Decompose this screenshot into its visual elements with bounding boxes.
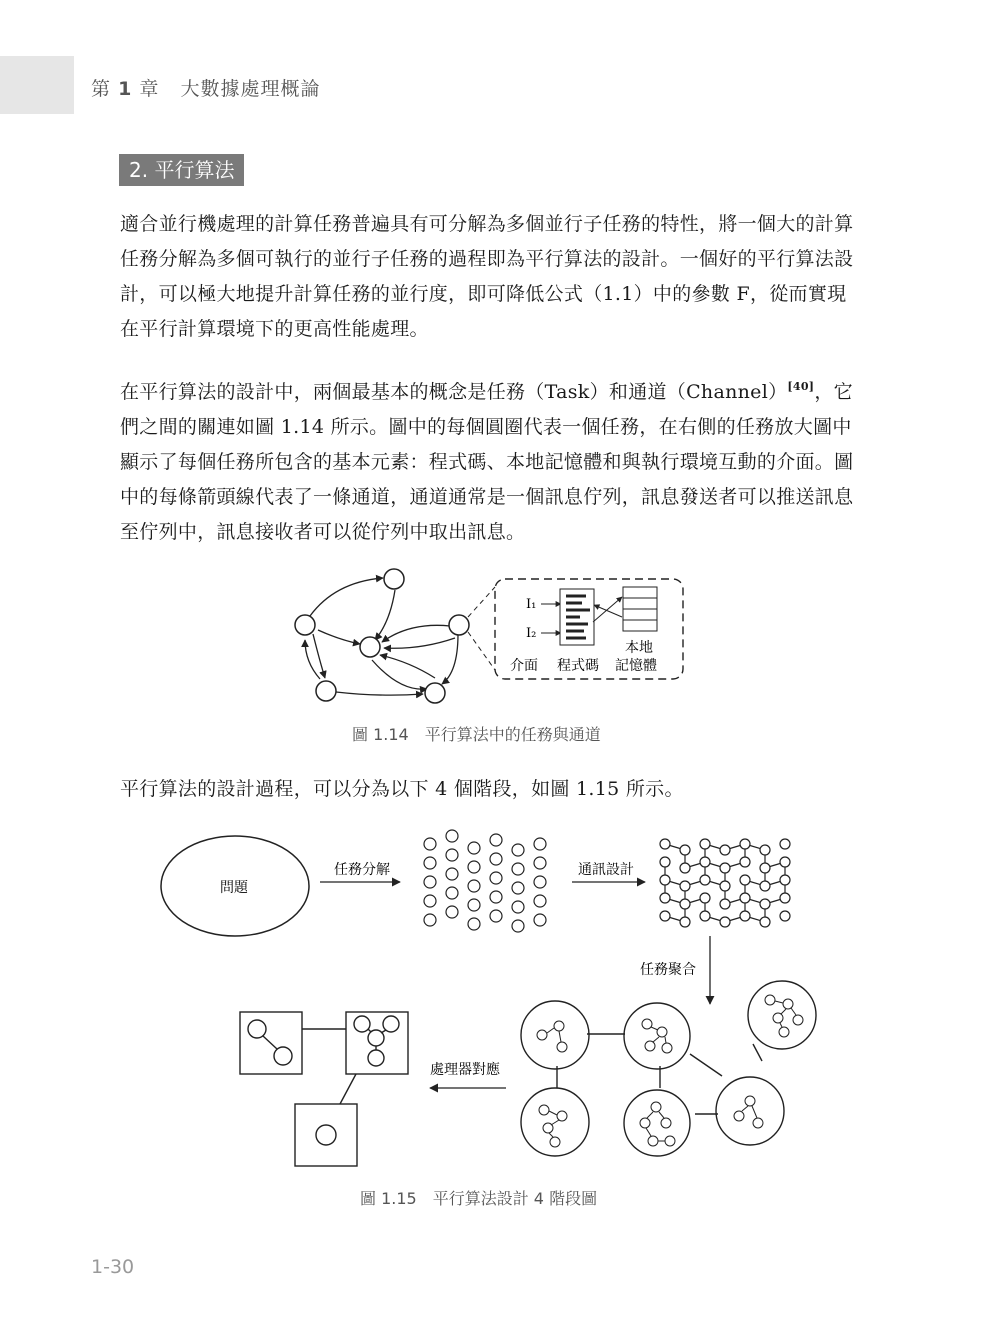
network-task-node	[780, 893, 790, 903]
task-dot	[424, 838, 436, 850]
interface-label: 介面	[510, 658, 538, 674]
memory-label: 記憶體	[615, 658, 657, 674]
task-dot	[468, 899, 480, 911]
paragraph-2-part-a: 在平行算法的設計中，兩個最基本的概念是任務（Task）和通道（Channel）	[120, 381, 788, 403]
network-task-node	[680, 845, 690, 855]
task-dot	[490, 910, 502, 922]
network-task-node	[680, 917, 690, 927]
task-dot	[446, 849, 458, 861]
task-dot	[446, 887, 458, 899]
network-task-node	[780, 875, 790, 885]
network-task-node	[680, 899, 690, 909]
network-task-node	[760, 863, 770, 873]
chapter-tab	[0, 56, 74, 114]
task-dot	[446, 906, 458, 918]
network-task-node	[660, 911, 670, 921]
chapter-header	[91, 74, 321, 101]
network-task-node	[700, 857, 710, 867]
network-task-node	[740, 893, 750, 903]
network-task-node	[680, 881, 690, 891]
task-dot	[534, 857, 546, 869]
partition-task-grid	[424, 830, 546, 932]
task-node	[384, 569, 404, 589]
local-label: 本地	[625, 640, 653, 656]
interface-label-i2: I₂	[526, 626, 537, 641]
figure-task-channel	[280, 562, 700, 714]
network-task-node	[660, 839, 670, 849]
task-dot	[534, 914, 546, 926]
code-label: 程式碼	[557, 658, 599, 674]
task-dot	[534, 838, 546, 850]
network-task-node	[700, 911, 710, 921]
network-task-node	[680, 863, 690, 873]
interface-label-i1: I₁	[526, 597, 537, 612]
task-dot	[468, 842, 480, 854]
network-task-node	[720, 881, 730, 891]
task-dot	[490, 853, 502, 865]
task-dot	[446, 868, 458, 880]
network-task-node	[720, 899, 730, 909]
page-number: 1-30	[91, 1256, 135, 1278]
problem-label: 問題	[220, 880, 248, 896]
task-dot	[512, 920, 524, 932]
network-task-node	[740, 857, 750, 867]
task-node	[449, 615, 469, 635]
paragraph-3: 平行算法的設計過程，可以分為以下 4 個階段，如圖 1.15 所示。	[120, 778, 684, 800]
agglomerated-tasks	[521, 981, 816, 1156]
task-dot	[424, 876, 436, 888]
task-dot	[468, 880, 480, 892]
network-task-node	[720, 845, 730, 855]
task-dot	[512, 901, 524, 913]
network-task-node	[740, 875, 750, 885]
figure-1-15-caption: 圖 1.15 平行算法設計 4 階段圖	[360, 1189, 598, 1208]
network-task-node	[780, 857, 790, 867]
network-task-node	[720, 863, 730, 873]
network-task-node	[660, 893, 670, 903]
task-node	[316, 681, 336, 701]
communication-network	[660, 839, 790, 927]
network-task-node	[760, 845, 770, 855]
local-memory-stack	[623, 587, 657, 631]
task-dot	[424, 914, 436, 926]
task-node	[425, 683, 445, 703]
task-dot	[424, 857, 436, 869]
task-dot	[446, 830, 458, 842]
network-task-node	[760, 881, 770, 891]
task-dot	[512, 863, 524, 875]
paragraph-1: 適合並行機處理的計算任務普遍具有可分解為多個並行子任務的特性，將一個大的計算任務分解為多個可執行的並行子任務的過程即為平行算法的設計。一個好的平行算法設計，可以極大地提升計算任務的並行度，即可降低公式（1.1）中的參數 F，從而實現在平行計算環境下的更高性能處理。	[120, 213, 854, 340]
task-dot	[512, 882, 524, 894]
task-dot	[490, 872, 502, 884]
partition-label: 任務分解	[334, 862, 390, 878]
network-task-node	[780, 839, 790, 849]
citation-ref: [40]	[787, 380, 815, 393]
paragraph-2	[120, 369, 865, 550]
task-dot	[468, 861, 480, 873]
task-dot	[424, 895, 436, 907]
network-task-node	[760, 917, 770, 927]
communication-label: 通訊設計	[578, 862, 634, 878]
task-node	[295, 615, 315, 635]
mapping-label: 處理器對應	[430, 1062, 500, 1078]
task-dot	[490, 834, 502, 846]
task-dot	[534, 876, 546, 888]
task-dot	[468, 918, 480, 930]
chapter-suffix: 章	[139, 78, 160, 100]
figure-design-stages	[150, 826, 840, 1178]
figure-1-14-caption: 圖 1.14 平行算法中的任務與通道	[352, 725, 601, 744]
processor-boxes	[240, 1012, 408, 1166]
agglomeration-label: 任務聚合	[640, 962, 696, 978]
task-node	[360, 637, 380, 657]
network-task-node	[760, 899, 770, 909]
chapter-prefix: 第	[91, 78, 112, 100]
network-task-node	[740, 911, 750, 921]
paragraph-2-part-b: ，它們之間的關連如圖 1.14 所示。圖中的每個圓圈代表一個任務，在右側的任務放大圖中顯示了每個任務所包含的基本元素：程式碼、本地記憶體和與執行環境互動的介面。圖中的每條箭頭線代表了一條通道，通道通常是一個訊息佇列，訊息發送者可以推送訊息至佇列中，訊息接收者可以從佇列中取出訊息。	[120, 381, 854, 543]
network-task-node	[660, 875, 670, 885]
network-task-node	[720, 917, 730, 927]
task-dot	[534, 895, 546, 907]
task-dot	[512, 844, 524, 856]
network-task-node	[740, 839, 750, 849]
task-dot	[490, 891, 502, 903]
chapter-number: 1	[118, 78, 133, 100]
network-task-node	[700, 875, 710, 885]
chapter-title: 大數據處理概論	[180, 78, 321, 100]
section-heading: 2. 平行算法	[119, 154, 244, 186]
network-task-node	[700, 839, 710, 849]
network-task-node	[660, 857, 670, 867]
network-task-node	[780, 911, 790, 921]
network-task-node	[700, 893, 710, 903]
